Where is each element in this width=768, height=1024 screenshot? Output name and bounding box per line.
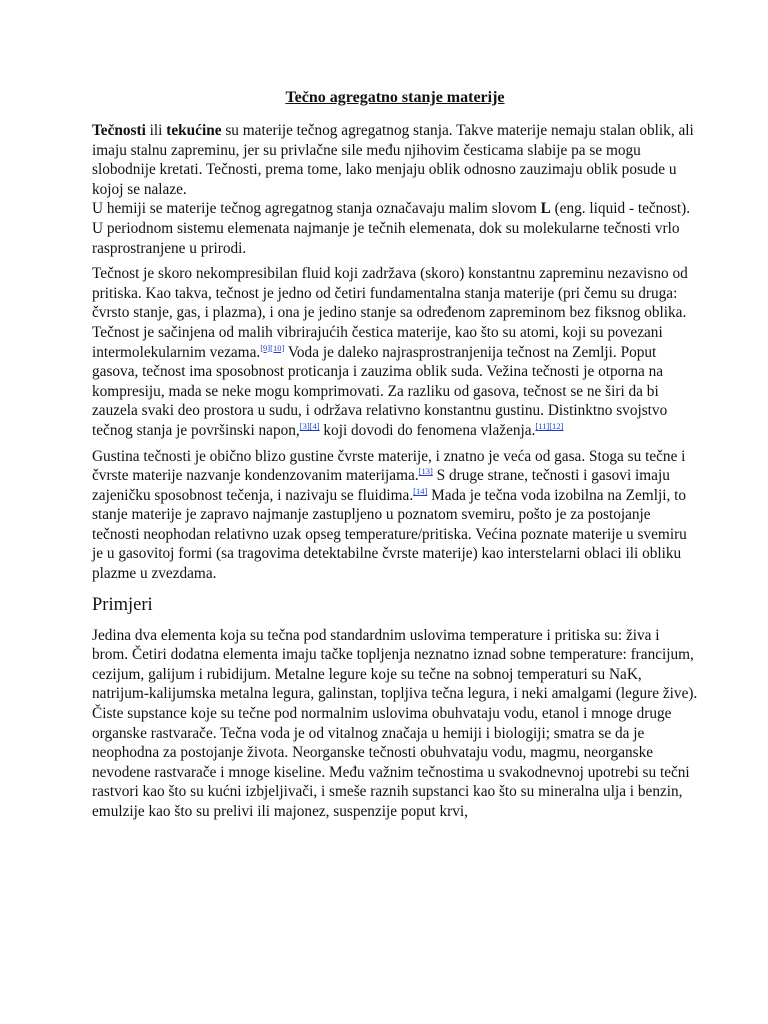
- term-tekucine: tekućine: [166, 122, 222, 139]
- text-span: koji dovodi do fenomena vlaženja.: [319, 421, 536, 439]
- text-span: su materije tečnog agregatnog stanja. Takve materije nemaju stalan oblik, ali imaju stalnu zapreminu, jer su privlačne sile među njihovim česticama slabije pa se mogu slobodnije kretati. Tečnosti, prema tome, lako menjaju oblik odnosno zauzimaju oblik posude u kojoj se nalaze.: [92, 122, 694, 198]
- text-span: U hemiji se materije tečnog agregatnog stanja označavaju malim slovom: [92, 200, 541, 218]
- page-title: Tečno agregatno stanje materije: [285, 89, 505, 106]
- citation-link-13[interactable]: [13]: [418, 466, 433, 477]
- term-tecnosti: Tečnosti: [92, 122, 146, 139]
- citation-link-9-10[interactable]: [9][10]: [260, 342, 285, 353]
- symbol-l: L: [540, 200, 551, 218]
- citation-link-3-4[interactable]: [3][4]: [299, 420, 320, 431]
- paragraph-intro: [92, 121, 698, 199]
- citation-link-14[interactable]: [14]: [413, 485, 428, 496]
- text-span: Tečnost je skoro nekompresibilan fluid koji zadržava (skoro) konstantnu zapreminu nezavisno od pritiska. Kao takva, tečnost je jedno od četiri fundamentalna stanja materije (pri čemu su druga: čvrsto stanje, gas, i plazma), i ona je jedino stanje sa određenom zapreminom bez fiksnog oblika. Tečnost je sačinjena od malih vibrirajućih čestica materije, kao što su atomi, koji su povezani intermolekularnim vezama.: [92, 265, 688, 361]
- citation-link-11-12[interactable]: [11][12]: [535, 420, 564, 431]
- section-heading-primjeri: Primjeri: [92, 594, 153, 615]
- text-span: S druge strane, tečnosti i gasovi imaju zajeničku sposobnost tečenja, i nazivaju se fluidima.: [92, 467, 670, 504]
- paragraph-chemistry-notation: [92, 199, 698, 258]
- text-span: (eng. liquid - tečnost). U periodnom sistemu elemenata najmanje je tečnih elemenata, dok su molekularne tečnosti vrlo rasprostranjene u prirodi.: [92, 200, 691, 257]
- paragraph-density: [92, 447, 698, 584]
- text-span: ili: [145, 122, 167, 139]
- text-span: Gustina tečnosti je obično blizo gustine čvrste materije, i znatno je veća od gasa. Stoga su tečne i čvrste materije nazvanje kondenzovanim materijama.: [92, 447, 686, 485]
- paragraph-examples: Jedina dva elementa koja su tečna pod standardnim uslovima temperature i pritiska su: živa i brom. Četiri dodatna elementa imaju tačke topljenja neznatno iznad sobne temperature: francijum, cezijum, galijum i rubidijum. Metalne legure koje su tečne na sobnoj temperaturi su NaK, natrijum-kalijumska metalna legura, galinstan, topljiva tečna legura, i neki amalgami (legure žive). Čiste supstance koje su tečne pod normalnim uslovima obuhvataju vodu, etanol i mnoge druge organske rastvarače. Tečna voda je od vitalnog značaja u hemiji i biologiji; smatra se da je neophodna za postojanje života. Neorganske tečnosti obuhvataju vodu, magmu, neorganske nevodene rastvarače i mnoge kiseline. Među važnim tečnostima u svakodnevnoj upotrebi su tečni rastvori kao što su kućni izbjeljivači, i smeše raznih supstanci kao što su mineralna ulja i benzin, emulzije kao što su prelivi ili majonez, suspenzije poput krvi,: [92, 626, 698, 820]
- text-span: Mada je tečna voda izobilna na Zemlji, to stanje materije je zapravo najmanje zastupljeno u poznatom svemiru, pošto je za postojanje tečnosti neophodan relativno uzak opseg temperature/pritiska. Većina poznate materije u svemiru je u gasovitoj formi (sa tragovima detektabilne čvrste materije) kao interstelarni oblaci ili obliku plazme u zvezdama.: [92, 486, 687, 583]
- text-span: Voda je daleko najrasprostranjenija tečnost na Zemlji. Poput gasova, tečnost ima sposobnost proticanja i zauzima oblik suda. Vežina tečnosti je otporna na kompresiju, mada se neke mogu komprimovati. Za razliku od gasova, tečnost se ne širi da bi zauzela svaki deo prostora u sudu, i održava relativno konstantnu gustinu. Distinktno svojstvo tečnog stanja je površinski napon,: [92, 343, 668, 439]
- paragraph-properties: [92, 264, 698, 440]
